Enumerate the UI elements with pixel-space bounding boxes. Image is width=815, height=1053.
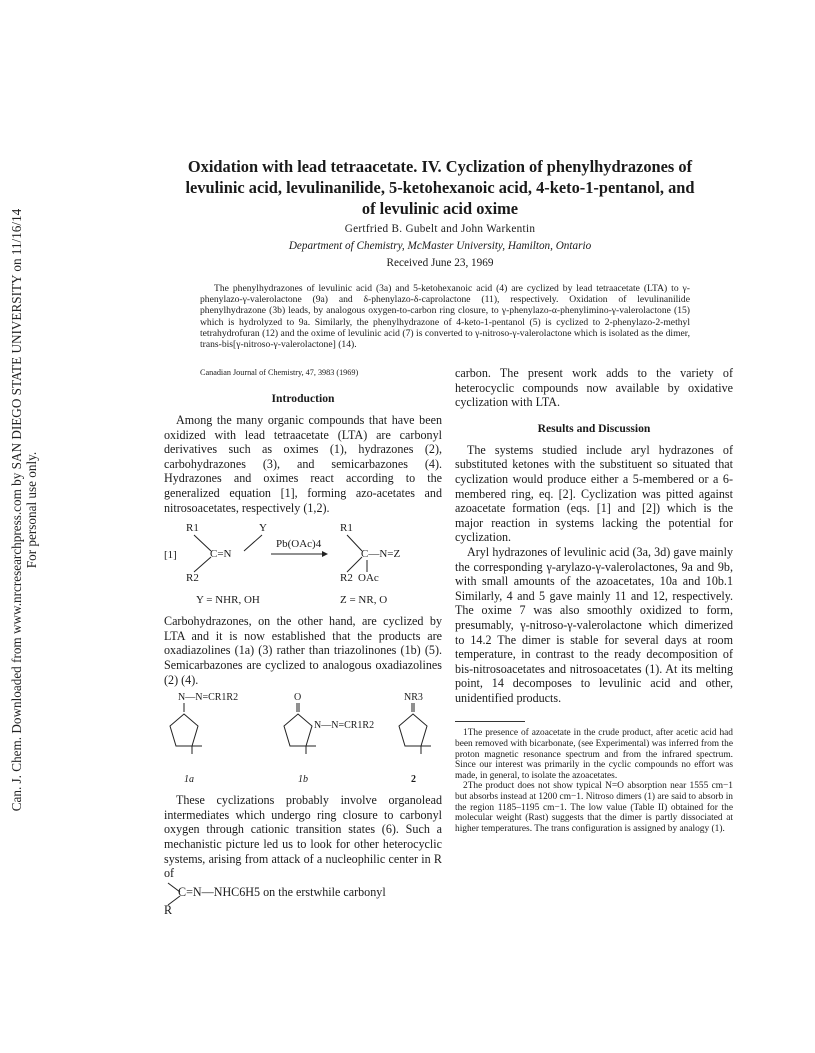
- results-paragraph-2: Aryl hydrazones of levulinic acid (3a, 3d) gave mainly the corresponding γ-arylazo-γ-valerolactones, 9a and 9b, with small amounts of the azoacetates, 10a and 10b.1 Similarly, 4 and 5 gave mainly 11 and 12, respectively. The oxime 7 was also smoothly oxidized to form, presumably, γ-nitroso-γ-valerolactone which dimerized to 14.2 The dimer is stable for several days at room temperature, in contrast to the ready decomposition of bis-nitrosoacetates and nitrosoacetates (1). At its melting point, 14 decomposes to levulinic acid and other, unidentified products.: [455, 544, 733, 705]
- eq-right-r1: R1: [340, 522, 353, 535]
- eq-right-r2: R2: [340, 572, 353, 585]
- equation-1: [164, 520, 442, 612]
- section-heading-results: Results and Discussion: [537, 421, 651, 435]
- side-watermark: [2, 190, 46, 830]
- fragment-r: R: [164, 902, 173, 917]
- structure-1b-carbonyl: O: [294, 692, 302, 704]
- structure-label-1b: 1b: [298, 774, 308, 786]
- received-date: Received June 23, 1969: [386, 257, 494, 269]
- structure-2-imine: NR3: [404, 692, 423, 704]
- eq-reagent: Pb(OAc)4: [276, 538, 322, 551]
- article-title: Oxidation with lead tetraacetate. IV. Cyclization of phenylhydrazones of levulinic acid, levulinanilide, 5-ketohexanoic acid, 4-keto-1-pentanol, and of levulinic acid oxime: [185, 157, 695, 218]
- eq-left-cn: C=N: [210, 548, 232, 561]
- equation-number: [1]: [164, 549, 177, 562]
- structures-1a-1b-2: [164, 690, 442, 790]
- abstract: The phenylhydrazones of levulinic acid (3a) and 5-ketohexanoic acid (4) are cyclized by lead tetraacetate (LTA) to γ-phenylazo-γ-valerolactone (9a) and δ-phenylazo-δ-caprolactone (11), respectively. Oxidation of levulinanilide phenylhydrazone (3b) leads, by analogous oxygen-to-carbon ring closure, to γ-phenylazo-α-phenylimino-γ-valerolactone (15) which is hydrolyzed to 9a. Similarly, the phenylhydrazone of 4-keto-1-pentanol (5) is cyclized to 2-phenylazo-2-methyl tetrahydrofuran (12) and the oxime of levulinic acid (7) is converted to γ-nitroso-γ-valerolactone which is isolated as the dimer, trans-bis[γ-nitroso-γ-valerolactone] (14).: [200, 283, 690, 351]
- left-column: [164, 392, 442, 919]
- journal-citation: Canadian Journal of Chemistry, 47, 3983 (1969): [200, 368, 359, 377]
- personal-use-notice: For personal use only.: [24, 451, 39, 569]
- section-heading-introduction: Introduction: [271, 392, 335, 405]
- structure-1b-azine: N—N=CR1R2: [314, 720, 375, 732]
- footnote-2: 2The product does not show typical N=O absorption near 1555 cm−1 but absorbs instead at 1200 cm−1. Nitroso dimers (1) are said to absorb in the region 1185–1195 cm−1. The low value (Table II) obtained for the molecular weight (Rast) suggests that the dimer is partly dissociated at higher temperatures. The trans configuration is assigned by analogy (1).: [455, 781, 733, 834]
- eq-condition-left: Y = NHR, OH: [196, 594, 260, 607]
- intro-continuation: carbon. The present work adds to the variety of heterocyclic compounds now available by oxidative cyclization with LTA.: [455, 366, 733, 410]
- eq-right-oac: OAc: [358, 572, 379, 585]
- structure-label-1a: 1a: [184, 774, 194, 786]
- intro-paragraph-1: Among the many organic compounds that have been oxidized with lead tetraacetate (LTA) are carbonyl derivatives such as oximes (1), hydrazones (2), carbohydrazones (3), and semicarbazones (4). Hydrazones and oximes react according to the generalized equation [1], forming azo-acetates and nitrosoacetates, respectively (1,2).: [164, 413, 442, 515]
- footnote-1: 1The presence of azoacetate in the crude product, after acetic acid had been removed with bicarbonate, (see Experimental) was inferred from the proton magnetic resonance spectrum and from the infrared spectrum. Since our interest was primarily in the cyclic compounds no effort was made, in general, to isolate the azoacetates.: [455, 728, 733, 781]
- eq-left-y: Y: [259, 522, 267, 535]
- eq-left-r2: R2: [186, 572, 199, 585]
- download-notice: Can. J. Chem. Downloaded from www.nrcresearchpress.com by SAN DIEGO STATE UNIVERSITY on 11/16/14: [9, 208, 24, 812]
- eq-left-r1: R1: [186, 522, 199, 535]
- results-paragraph-1: The systems studied include aryl hydrazones of substituted ketones with the substituent so situated that cyclization would produce either a 5-membered or a 6-membered ring, eq. [2]. Cyclization was pitted against azoacetate formation (eqs. [1] and [2]) which is the major reaction in systems lacking the potential for cyclization.: [455, 442, 733, 545]
- eq-condition-right: Z = NR, O: [340, 594, 388, 607]
- right-column: [455, 366, 733, 834]
- authors: Gertfried B. Gubelt and John Warkentin: [344, 223, 536, 235]
- eq-right-cnz: C—N=Z: [361, 548, 401, 561]
- fragment-text: C=N—NHC6H5 on the erstwhile carbonyl: [178, 884, 386, 899]
- footnote-rule: [455, 721, 525, 722]
- intro-paragraph-3: These cyclizations probably involve organolead intermediates which undergo ring closure to carbonyl oxygen through cationic transition states (6). Such a mechanistic picture led us to look for other heterocyclic systems, arising from attack of a nucleophilic center in R of: [164, 793, 442, 881]
- structure-label-2: 2: [411, 774, 416, 786]
- affiliation: Department of Chemistry, McMaster University, Hamilton, Ontario: [288, 240, 592, 252]
- intro-paragraph-2: Carbohydrazones, on the other hand, are cyclized by LTA and it is now established that the products are oxadiazolines (1a) (3) rather than triazolinones (1b) (5). Semicarbazones are cyclized to analogous oxadiazolines (2) (4).: [164, 614, 442, 687]
- structure-1a-azine: N—N=CR1R2: [178, 692, 239, 704]
- inline-structure-fragment: [164, 881, 442, 919]
